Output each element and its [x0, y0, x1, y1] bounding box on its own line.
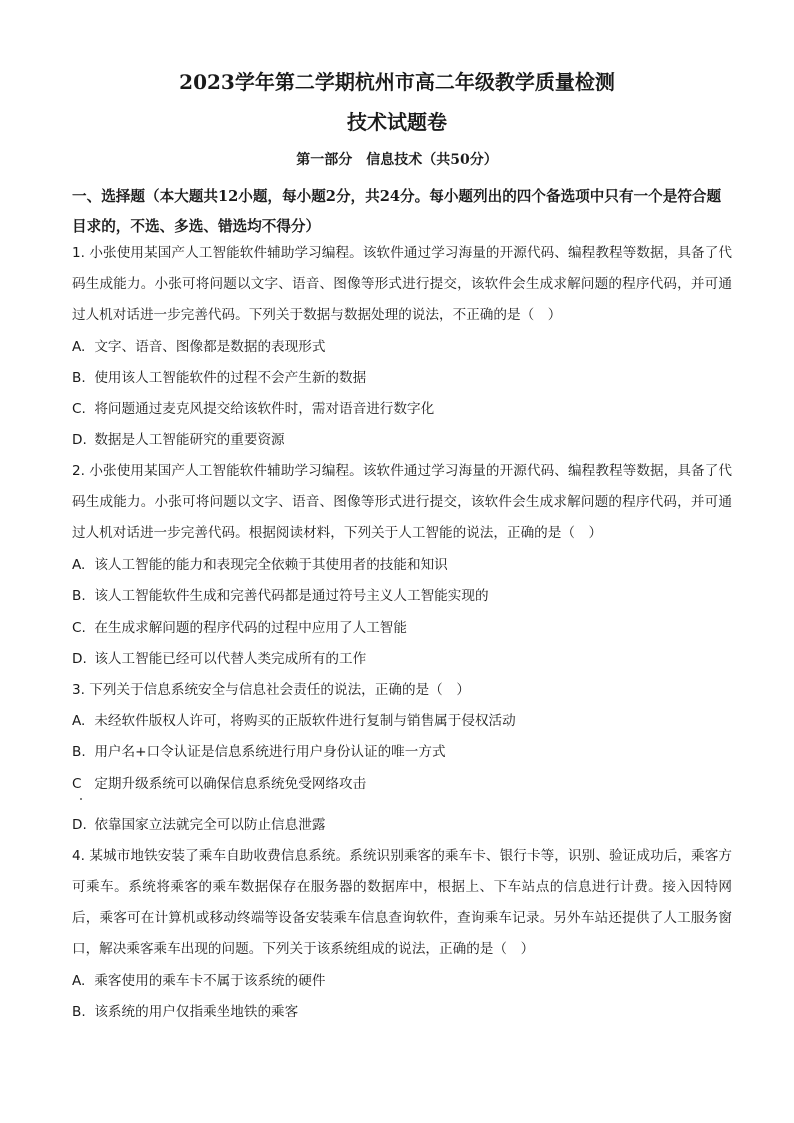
question-4-option-a	[72, 971, 732, 991]
option-text: 该人工智能软件生成和完善代码都是通过符号主义人工智能实现的	[94, 588, 489, 604]
option-text: 依靠国家立法就完全可以防止信息泄露	[94, 817, 326, 833]
option-text: 在生成求解问题的程序代码的过程中应用了人工智能	[94, 620, 407, 636]
question-1-option-c	[72, 399, 732, 419]
option-text: 该系统的用户仅指乘坐地铁的乘客	[94, 1004, 299, 1020]
option-letter: C	[72, 776, 82, 792]
question-1-option-a	[72, 337, 732, 357]
part-heading: 第一部分 信息技术（共50分）	[296, 152, 498, 168]
option-text: 乘客使用的乘车卡不属于该系统的硬件	[94, 973, 326, 989]
option-text: 该人工智能已经可以代替人类完成所有的工作	[94, 651, 367, 667]
question-3-option-a	[72, 711, 732, 731]
option-letter: C.	[72, 620, 86, 636]
option-letter: B.	[72, 1004, 86, 1020]
option-letter: C.	[72, 401, 86, 417]
question-1-option-b	[72, 368, 732, 388]
option-letter: B.	[72, 370, 86, 386]
option-text: 未经软件版权人许可，将购买的正版软件进行复制与销售属于侵权活动	[94, 713, 516, 729]
question-4-stem: 4. 某城市地铁安装了乘车自助收费信息系统。系统识别乘客的乘车卡、银行卡等，识别、验证成功后，乘客方可乘车。系统将乘客的乘车数据保存在服务器的数据库中，根据上、下车站点的信息进行计费。接入因特网后，乘客可在计算机或移动终端等设备安装乘车信息查询软件，查询乘车记录。另外车站还提供了人工服务窗口，解决乘客乘车出现的问题。下列关于该系统组成的说法，正确的是（ ）	[72, 848, 732, 957]
question-2-stem: 2. 小张使用某国产人工智能软件辅助学习编程。该软件通过学习海量的开源代码、编程教程等数据，具备了代码生成能力。小张可将问题以文字、语音、图像等形式进行提交，该软件会生成求解问题的程序代码，并可通过人机对话进一步完善代码。根据阅读材料，下列关于人工智能的说法，正确的是（ ）	[72, 463, 732, 541]
question-3-option-b	[72, 742, 732, 762]
option-letter: D.	[72, 817, 87, 833]
question-3-stem: 3. 下列关于信息系统安全与信息社会责任的说法，正确的是（ ）	[72, 682, 470, 698]
question-3-option-c	[72, 774, 732, 794]
question-3-option-d	[72, 815, 732, 835]
option-text: 文字、语音、图像都是数据的表现形式	[94, 339, 326, 355]
option-letter: D.	[72, 432, 87, 448]
option-text: 使用该人工智能软件的过程不会产生新的数据	[94, 370, 367, 386]
question-1-option-d	[72, 430, 732, 450]
option-letter: B.	[72, 744, 86, 760]
question-4-option-b	[72, 1002, 732, 1022]
option-text: 将问题通过麦克风提交给该软件时，需对语音进行数字化	[94, 401, 435, 417]
option-text: 定期升级系统可以确保信息系统免受网络攻击	[94, 776, 367, 792]
option-letter: A.	[72, 557, 86, 573]
question-1-stem: 1. 小张使用某国产人工智能软件辅助学习编程。该软件通过学习海量的开源代码、编程教程等数据，具备了代码生成能力。小张可将问题以文字、语音、图像等形式进行提交，该软件会生成求解问题的程序代码，并可通过人机对话进一步完善代码。下列关于数据与数据处理的说法，不正确的是（ ）	[72, 245, 732, 323]
section-heading: 一、选择题（本大题共12小题，每小题2分，共24分。每小题列出的四个备选项中只有一个是符合题目求的，不选、多选、错选均不得分）	[72, 188, 722, 235]
exam-title: 2023学年第二学期杭州市高二年级教学质量检测	[179, 70, 615, 94]
option-letter: B.	[72, 588, 86, 604]
option-letter: D.	[72, 651, 87, 667]
option-letter: A.	[72, 713, 86, 729]
option-text: 该人工智能的能力和表现完全依赖于其使用者的技能和知识	[94, 557, 448, 573]
option-text: 数据是人工智能研究的重要资源	[94, 432, 285, 448]
option-letter: A.	[72, 973, 86, 989]
option-letter: A.	[72, 339, 86, 355]
option-text: 用户名+口令认证是信息系统进行用户身份认证的唯一方式	[94, 744, 446, 760]
exam-subtitle: 技术试题卷	[347, 110, 447, 134]
question-2-option-c	[72, 618, 732, 638]
question-2-option-a	[72, 555, 732, 575]
question-2-option-d	[72, 649, 732, 669]
stray-dot-mark	[80, 798, 82, 800]
question-2-option-b	[72, 586, 732, 606]
